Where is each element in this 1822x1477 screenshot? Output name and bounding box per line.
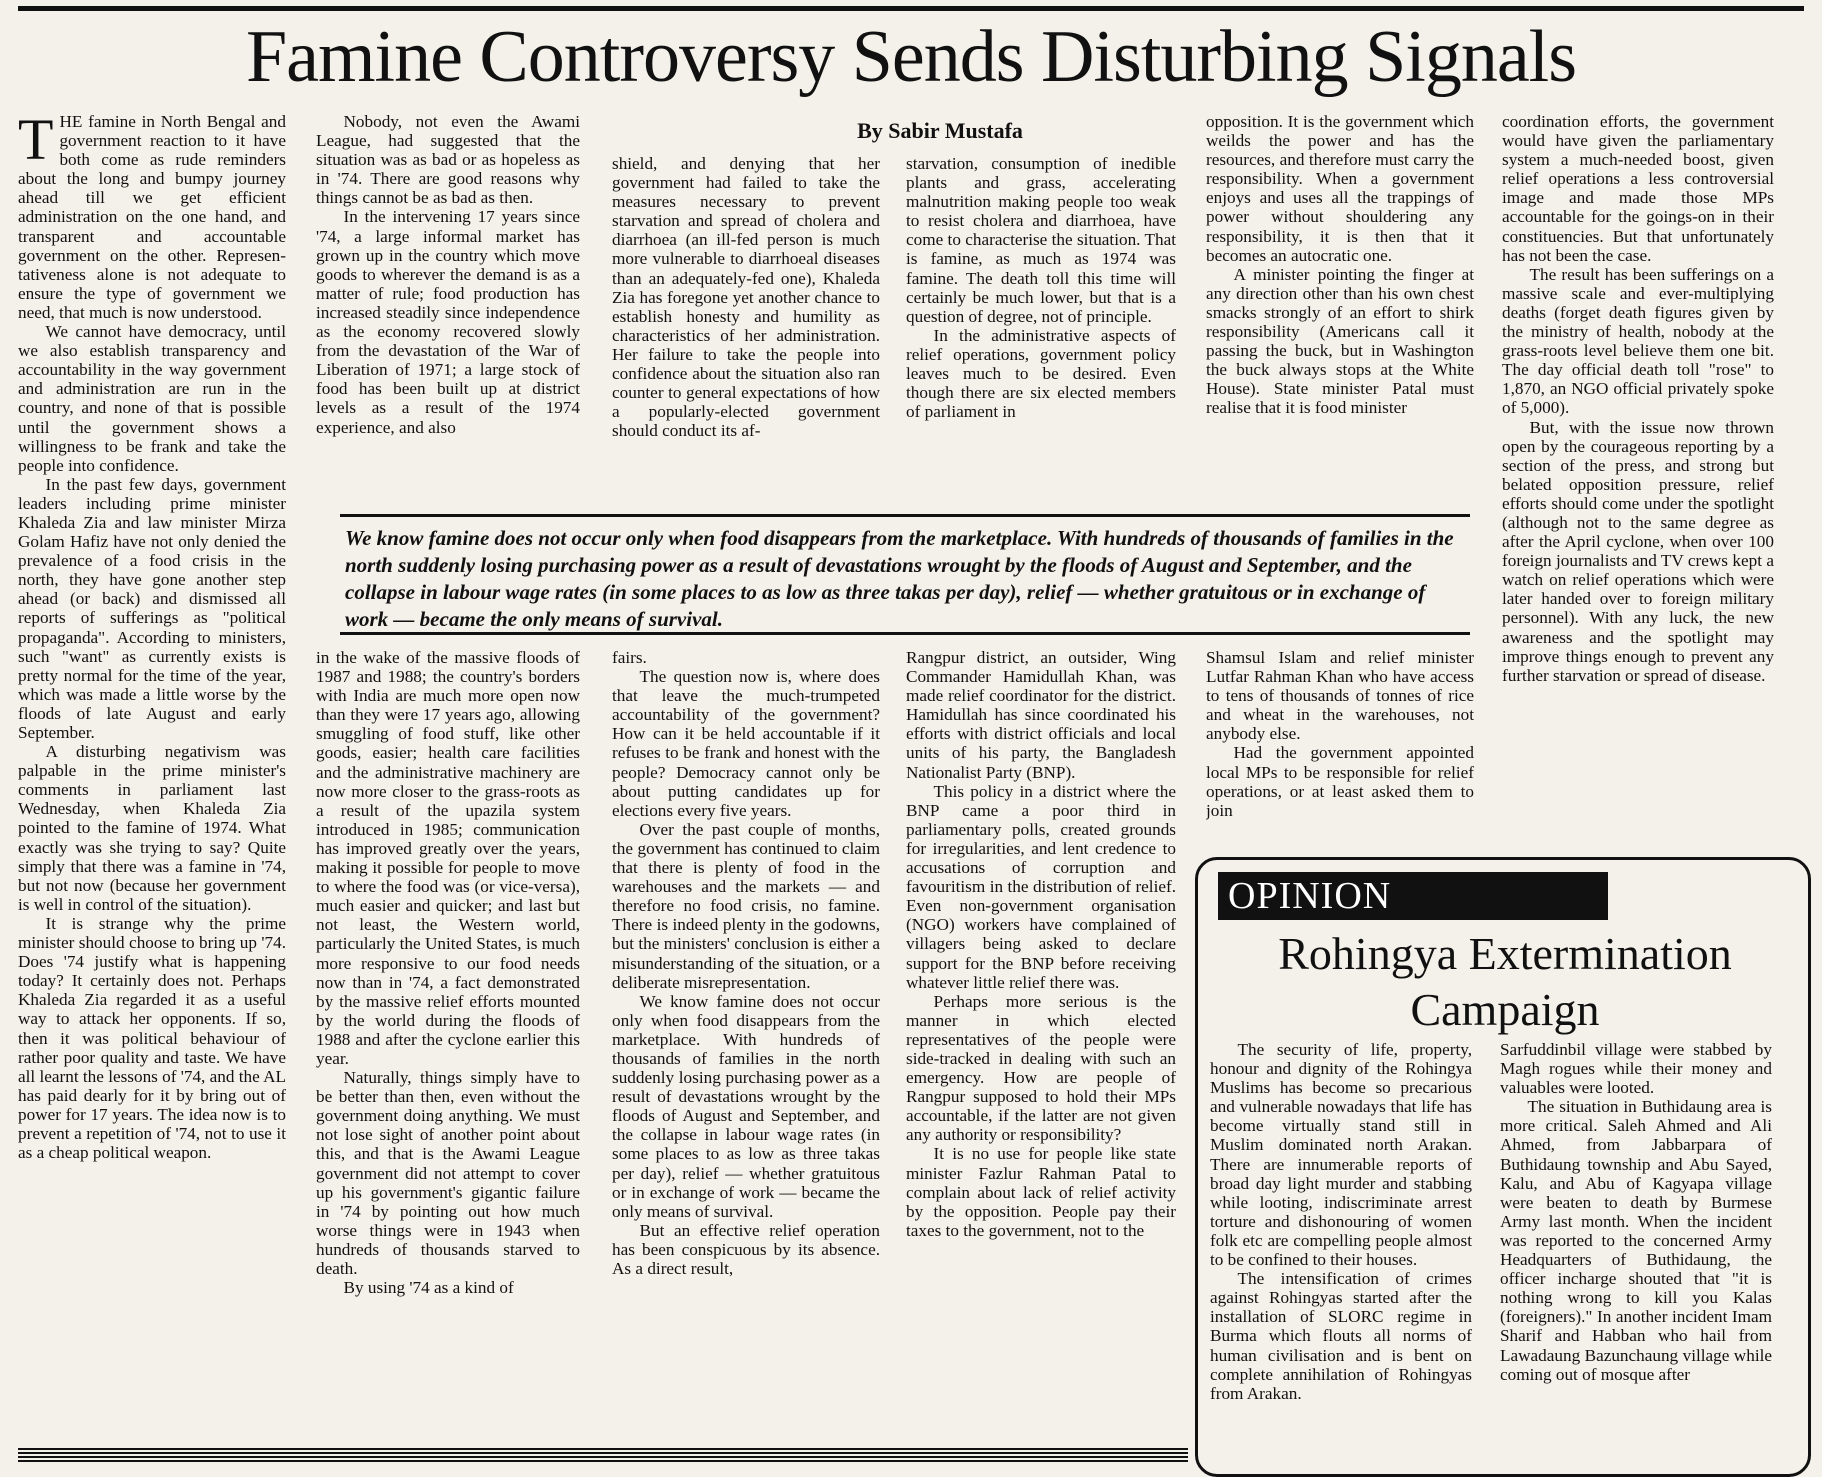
paragraph: It is strange why the prime minister should choose to bring up '74. Does '74 justify what is happening today? It certainly does not. Perhaps Khaleda Zia regarded it as a useful way to attack her opponents. If so, then it was political behaviour of rather poor quality and taste. We have all learnt the lessons of '74, and the AL has paid dearly for it by bring out of power for 17 years. The idea now is to prevent a repetition of '74, not to use it as a cheap political weapon. (18, 913, 286, 1163)
paragraph: But, with the issue now thrown open by the courageous reporting by a section of the press, and strong but belated opposition pressure, relief efforts should come under the spotlight (although not to the same degree as after the April cyclone, when over 100 foreign journalists and TV crews kept a watch on relief operations which were later handed over to foreign military personnel). With any luck, the new awareness and the spotlight may improve things enough to prevent any further starvation or spread of disease. (1502, 417, 1774, 685)
paragraph: By using '74 as a kind of (343, 1278, 514, 1298)
paragraph: shield, and denying that her government had failed to take the measures necessary to prevent starvation and spread of cholera and diarrhoea (an ill-fed person is much more vulnerable to diarrhoeal diseases than an adequately-fed one), Khaleda Zia has foregone yet another chance to establish honesty and humility as characteristics of her administration. Her failure to take the people into confidence about the situation also ran counter to general expectations of how a popularly-elected government should conduct its af- (612, 154, 880, 441)
paragraph: Perhaps more serious is the manner in which elected representatives of the people were side-tracked in dealing with such an emergency. How are people of Rangpur supposed to hold their MPs accountable, if the latter are not given any authority or responsibility? (906, 991, 1176, 1145)
article-column-4-top (906, 154, 1176, 502)
drop-cap: T (18, 112, 54, 172)
paragraph: Shamsul Islam and relief minister Lutfar Rahman Khan who have access to tens of thousands of tonnes of rice and wheat in the warehouses, not anybody else. (1206, 648, 1474, 744)
paragraph: It is no use for people like state minister Fazlur Rahman Patal to complain about lack of relief activity by the opposition. People pay their taxes to the government, not to the (906, 1144, 1176, 1240)
pullquote-rule-bottom (340, 632, 1470, 635)
paragraph: A minister pointing the finger at any direction other than his own chest smacks strongly of an effort to shirk responsibility (Americans call it passing the buck, but in Washington the buck always stops at the White House). State minister Patal must realise that it is food minister (1206, 264, 1474, 418)
article-column-4-bottom (906, 648, 1176, 1434)
paragraph: In the past few days, government leaders including prime minister Khaleda Zia and law minister Mirza Golam Hafiz have not only denied the prevalence of a food crisis in the north, they have gone another step ahead (or back) and dismissed all reports of sufferings as "political propaganda". According to ministers, such "want" as currently exists is pretty normal for the time of the year, which was made a little worse by the floods of late August and early September. (18, 474, 286, 742)
paragraph: The result has been sufferings on a massive scale and ever-multiplying deaths (forget death figures given by the ministry of health, nobody at the grass-roots level believe them one bit. The day official death toll "rose" to 1,870, an NGO official privately spoke of 5,000). (1502, 264, 1774, 418)
byline: By Sabir Mustafa (857, 118, 1023, 143)
top-rule (18, 6, 1804, 11)
article-column-5-top (1206, 112, 1474, 502)
paragraph: In the administrative aspects of relief operations, government policy leaves much to be desired. Even though there are six elected members of parliament in (906, 325, 1176, 422)
article-column-3-bottom (612, 648, 880, 1434)
paragraph: In the intervening 17 years since '74, a large informal market has grown up in the country which move goods to wherever the demand is as a matter of rule; food production has increased steadily since independence as the economy recovered slowly from the devastation of the War of Liberation of 1971; a large stock of food has been built up at district levels as a result of the 1974 experience, and also (316, 207, 580, 437)
article-column-2-bottom (316, 648, 580, 1434)
article-column-2-top (316, 112, 580, 502)
paragraph: Over the past couple of months, the government has continued to claim that there is plenty of food in the warehouses and the markets — and therefore no food crisis, no famine. There is indeed plenty in the godowns, but the ministers' conclusion is either a misunderstanding of the situation, or a deliberate misrepresentation. (612, 819, 880, 992)
headline: Famine Controversy Sends Disturbing Signals (245, 16, 1577, 98)
opinion-title-line-2: Campaign (1410, 984, 1600, 1035)
paragraph: opposition. It is the government which weilds the power and has the resources, and therefore must carry the responsibility. When a government enjoys and uses all the trappings of power without shouldering any responsibility, it is then that it becomes an autocratic one. (1206, 112, 1474, 265)
paragraph: fairs. (612, 648, 647, 667)
paragraph: The question now is, where does that leave the much-trumpeted accountability of the government? How can it be held accountable if it refuses to be frank and honest with the people? Democracy cannot only be about putting candidates up for elections every five years. (612, 667, 880, 820)
opinion-label: OPINION (1218, 872, 1608, 920)
paragraph: in the wake of the massive floods of 1987 and 1988; the country's borders with India are much more open now than they were 17 years ago, allowing smuggling of food stuff, like other goods, easier; health care facilities and the administrative machinery are now more closer to the grass-roots as a result of the upazila system introduced in 1985; communication has improved greatly over the years, making it possible for people to move to where the food was (or vice-versa), much easier and quicker; and last but not least, the Western world, particularly the United States, is much more responsive to our food needs now than in '74, a fact demonstrated by the massive relief efforts mounted by the world during the floods of 1988 and after the cyclone earlier this year. (316, 648, 580, 1068)
paragraph: We know famine does not occur only when food disappears from the marketplace. With hundreds of thousands of families in the north suddenly losing purchasing power as a result of devastations wrought by the floods of August and September, and the collapse in labour wage rates (in some places to as low as three takas per day), relief — whether gratuitous or in exchange of work — became the only means of survival. (612, 991, 880, 1221)
opinion-column-left (1210, 1040, 1472, 1460)
paragraph: A disturbing negativism was palpable in the prime minister's comments in parliament last Wednesday, when Khaleda Zia pointed to the famine of 1974. What exactly was she trying to say? Quite simply that there was a famine in '74, but not now (because her government is well in control of the situation). (18, 742, 286, 914)
paragraph: Had the government appointed local MPs to be responsible for relief operations, or at least asked them to join (1206, 743, 1474, 820)
paragraph: coordination efforts, the government would have given the parliamentary system a much-needed boost, given relief operations a less controversial image and made those MPs accountable for the goings-on in their constituencies. But that unfortunately has not been the case. (1502, 112, 1774, 265)
paragraph: starvation, consumption of inedible plants and grass, accelerating malnutrition making people too weak to resist cholera and diarrhoea, have come to characterise the situation. That is famine, as much as 1974 was famine. The death toll this time will certainly be much lower, but that is a question of degree, not of principle. (906, 154, 1176, 326)
paragraph: Sarfuddinbil village were stabbed by Magh rogues while their money and valuables were looted. (1500, 1040, 1772, 1098)
article-column-3-top (612, 154, 880, 502)
paragraph: But an effective relief operation has been conspicuous by its absence. As a direct result, (612, 1220, 880, 1278)
paragraph: Nobody, not even the Awami League, had suggested that the situation was as bad or as hopeless as in '74. There are good reasons why things cannot be as bad as then. (316, 112, 580, 208)
paragraph: The situation in Buthidaung area is more critical. Saleh Ahmed and Ali Ahmed, from Jabbarpara of Buthidaung township and Abu Sayed, Kalu, and Abu of Kagyapa village were beaten to death by Burmese Army last month. When the incident was reported to the concerned Army Headquarters of Buthidaung, the officer incharge shouted that "it is nothing wrong to kill you Kalas (foreigners)." In another incident Imam Sharif and Habban who hail from Lawadaung Bazunchaung village while coming out of mosque after (1500, 1097, 1772, 1384)
article-column-5-bottom (1206, 648, 1474, 848)
paragraph: Rangpur district, an outsider, Wing Commander Hamidullah Khan, was made relief coordinator for the district. Hamidullah has since coordinated his efforts with district officials and local units of his party, the Bangladesh Nationalist Party (BNP). (906, 648, 1176, 782)
paragraph: This policy in a district where the BNP came a poor third in parliamentary polls, created grounds for irregularities, and lent credence to accusations of corruption and favouritism in the distribution of relief. Even non-government organisation (NGO) workers have complained of villagers being asked to declare support for the BNP before receiving whatever little relief there was. (906, 781, 1176, 992)
paragraph: The intensification of crimes against Rohingyas started after the installation of SLORC regime in Burma which flouts all norms of human civilisation and is bent on complete annihilation of Rohingyas from Arakan. (1210, 1269, 1472, 1403)
paragraph: Naturally, things simply have to be better than then, even without the government doing anything. We must not lose sight of another point about this, and that is the Awami League government did not attempt to cover up his government's gigantic failure in '74 by pointing out how much worse things were in 1943 when hundreds of thousands starved to death. (316, 1068, 580, 1278)
paragraph: We cannot have democracy, until we also establish transparency and accountability in the way government and administration are run in the country, and none of that is possible until the government shows a willingness to be frank and take the people into confidence. (18, 322, 286, 475)
lead-paragraph: THE famine in North Bengal and government reaction to it have both come as rude reminders about the long and bumpy journey ahead till we get efficient administration on the one hand, and transparent and accountable government on the other. Represen-tativeness alone is not adequate to ensure the type of government we need, that much is now understood. (18, 112, 286, 322)
paragraph: The security of life, property, honour and dignity of the Rohingya Muslims has become so precarious and vulnerable nowadays that life has become virtually stand still in Muslim dominated north Arakan. There are innumerable reports of broad day light murder and stabbing while looting, indiscriminate arrest torture and dishonouring of women folk etc are compelling people almost to be confined to their houses. (1210, 1040, 1472, 1270)
pullquote-rule-top (340, 514, 1470, 517)
opinion-title (1205, 926, 1805, 1038)
article-column-1 (18, 112, 286, 1430)
article-column-6 (1502, 112, 1774, 852)
bottom-rules (18, 1448, 1188, 1466)
opinion-column-right (1500, 1040, 1772, 1460)
pullquote: We know famine does not occur only when food disappears from the marketplace. With hundreds of thousands of families in the north suddenly losing purchasing power as a result of devastations wrought by the floods of August and September, and the collapse in labour wage rates (in some places to as low as three takas per day), relief — whether gratuitous or in exchange of work — became the only means of survival. (345, 526, 1454, 631)
opinion-title-line-1: Rohingya Extermination (1278, 928, 1732, 979)
